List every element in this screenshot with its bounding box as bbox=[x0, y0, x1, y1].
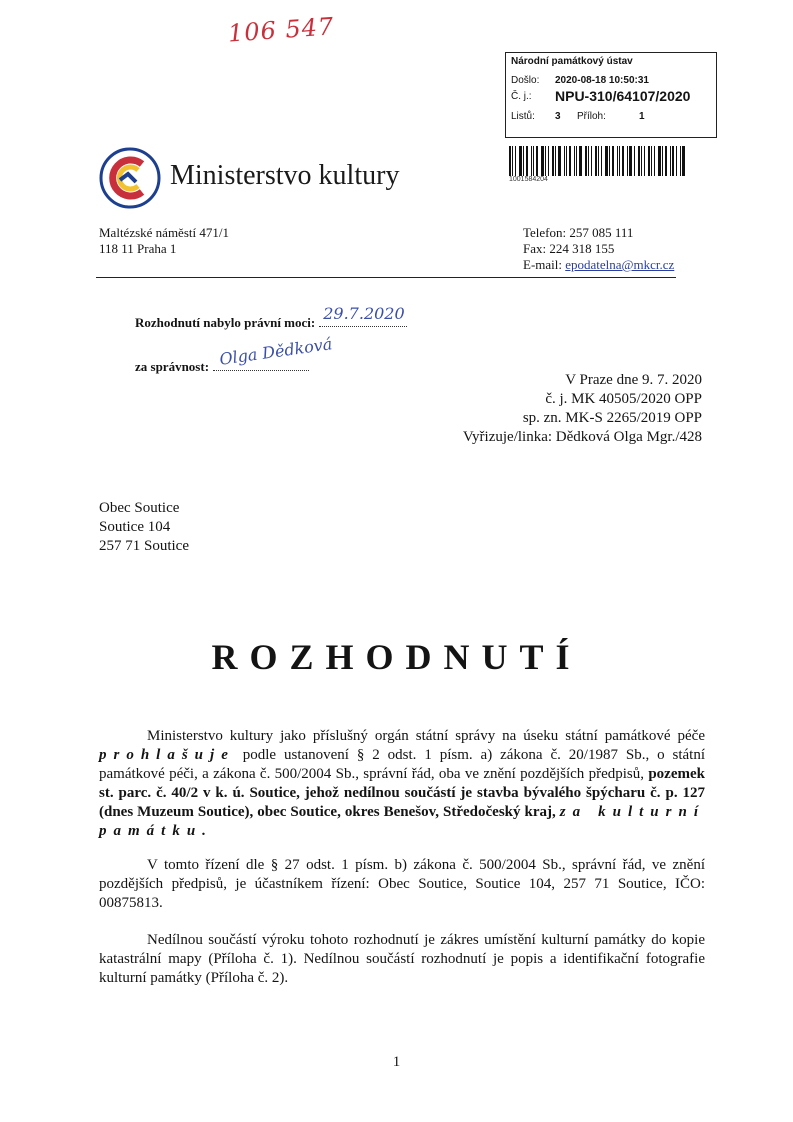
barcode-bar bbox=[627, 146, 628, 176]
barcode-bar bbox=[662, 146, 663, 176]
barcode-bar bbox=[629, 146, 632, 176]
paragraph-attachments: Nedílnou součástí výroku tohoto rozhodnutí je zákres umístění kulturní památky do kopie katastrální mapy (Příloha č. 1). Nedílnou součástí rozhodnutí je popis a identifikační fotografie kulturní památky (Příloha č. 2). bbox=[99, 932, 705, 986]
barcode-bar bbox=[585, 146, 587, 176]
barcode-bar bbox=[601, 146, 602, 176]
para1-legal-basis: podle ustanovení § 2 odst. 1 písm. a) zákona č. 20/1987 Sb., o státní památkové péči, a zákona č. 500/2004 Sb., správní řád, oba ve znění pozdějších předpisů, bbox=[99, 747, 706, 782]
barcode-bar bbox=[648, 146, 650, 176]
barcode-bar bbox=[558, 146, 561, 176]
meta-ref: č. j. MK 40505/2020 OPP bbox=[545, 391, 702, 407]
stamp-attachments-label: Příloh: bbox=[577, 111, 606, 122]
ministry-address bbox=[99, 225, 229, 257]
recipient-address bbox=[99, 499, 189, 556]
barcode-bar bbox=[536, 146, 538, 176]
recipient-street: Soutice 104 bbox=[99, 519, 171, 535]
barcode-bar bbox=[531, 146, 532, 176]
barcode-bar bbox=[523, 146, 524, 176]
barcode-bar bbox=[634, 146, 635, 176]
meta-date: V Praze dne 9. 7. 2020 bbox=[565, 372, 702, 388]
barcode-bar bbox=[617, 146, 618, 176]
barcode-bar bbox=[545, 146, 546, 176]
ministry-logo-icon bbox=[98, 146, 162, 210]
barcode-bar bbox=[574, 146, 575, 176]
barcode-bar bbox=[605, 146, 608, 176]
recipient-city: 257 71 Soutice bbox=[99, 538, 189, 554]
paragraph-decision bbox=[99, 727, 705, 841]
paragraph-participant: V tomto řízení dle § 27 odst. 1 písm. b) zákona č. 500/2004 Sb., správní řád, ve znění pozdějších předpisů, je účastníkem řízení: Obec Soutice, Soutice 104, 257 71 Soutice, IČO: 00875813. bbox=[99, 857, 705, 911]
barcode-bar bbox=[509, 146, 511, 176]
barcode-bar bbox=[644, 146, 645, 176]
barcode-bar bbox=[533, 146, 534, 176]
handwritten-registry-number: 106 547 bbox=[227, 12, 336, 48]
barcode-bar bbox=[555, 146, 556, 176]
barcode-bar bbox=[609, 146, 610, 176]
header-divider bbox=[96, 277, 676, 278]
document-meta bbox=[463, 371, 702, 447]
page-number: 1 bbox=[392, 1054, 401, 1070]
barcode-bar bbox=[588, 146, 589, 176]
stamp-attachments-value: 1 bbox=[639, 111, 645, 122]
barcode-bar bbox=[564, 146, 565, 176]
para1-subject: pozemek st. parc. č. 40/2 v k. ú. Soutice, jehož nedílnou součástí je stavba bývalého špýcharu č. p. 127 (dnes Muzeum Soutice), obec Soutice, okres Benešov, Středočeský kraj, bbox=[99, 766, 705, 820]
handwritten-signature: Olga Dědková bbox=[218, 334, 334, 369]
barcode-number: 1001584204 bbox=[509, 176, 548, 183]
stamp-received-value: 2020-08-18 10:50:31 bbox=[555, 75, 649, 86]
contact-email-row bbox=[523, 257, 674, 273]
contact-phone: Telefon: 257 085 111 bbox=[523, 225, 634, 240]
signature-line bbox=[213, 334, 334, 371]
stamp-ref-value: NPU-310/64107/2020 bbox=[555, 88, 691, 104]
stamp-received-row bbox=[511, 75, 649, 86]
stamp-sheets-label: Listů: bbox=[511, 111, 535, 122]
barcode-bar bbox=[569, 146, 571, 176]
barcode-bar bbox=[591, 146, 592, 176]
barcode bbox=[509, 146, 715, 176]
legal-effect-date-line bbox=[319, 304, 407, 327]
registry-stamp bbox=[505, 52, 717, 138]
barcode-bar bbox=[595, 146, 597, 176]
ministry-name: Ministerstvo kultury bbox=[170, 160, 400, 191]
barcode-bar bbox=[579, 146, 582, 176]
legal-effect-label: Rozhodnutí nabylo právní moci: bbox=[135, 315, 316, 330]
address-street: Maltézské náměstí 471/1 bbox=[99, 225, 229, 240]
para1-declares: prohlašuje bbox=[99, 747, 235, 763]
barcode-bar bbox=[519, 146, 522, 176]
barcode-bar bbox=[654, 146, 655, 176]
barcode-bar bbox=[612, 146, 614, 176]
barcode-bar bbox=[641, 146, 642, 176]
document-title: ROZHODNUTÍ bbox=[211, 637, 582, 677]
barcode-bar bbox=[515, 146, 516, 176]
stamp-ref-label: Č. j.: bbox=[511, 91, 532, 102]
para1-conclusion: za kulturní památku. bbox=[99, 804, 705, 839]
stamp-ref-row bbox=[511, 88, 691, 104]
contact-fax: Fax: 224 318 155 bbox=[523, 241, 615, 256]
stamp-sheets-row bbox=[511, 111, 645, 122]
barcode-bar bbox=[651, 146, 652, 176]
stamp-sheets-value: 3 bbox=[555, 111, 561, 122]
barcode-bar bbox=[665, 146, 667, 176]
legal-effect-date: 29.7.2020 bbox=[323, 304, 405, 323]
barcode-bar bbox=[682, 146, 685, 176]
barcode-bar bbox=[638, 146, 640, 176]
correctness-row bbox=[135, 334, 334, 376]
barcode-bar bbox=[526, 146, 528, 176]
barcode-bar bbox=[541, 146, 544, 176]
contact-email-link[interactable]: epodatelna@mkcr.cz bbox=[565, 257, 675, 272]
barcode-bar bbox=[658, 146, 661, 176]
legal-effect-row bbox=[135, 304, 407, 332]
meta-file: sp. zn. MK-S 2265/2019 OPP bbox=[522, 410, 702, 426]
barcode-bar bbox=[619, 146, 620, 176]
para1-intro: Ministerstvo kultury jako příslušný orgán státní správy na úseku státní památkové péče bbox=[147, 728, 705, 744]
barcode-bar bbox=[670, 146, 671, 176]
barcode-bar bbox=[548, 146, 549, 176]
barcode-bar bbox=[680, 146, 681, 176]
barcode-bar bbox=[672, 146, 674, 176]
correctness-label: za správnost: bbox=[135, 359, 210, 374]
barcode-bar bbox=[512, 146, 513, 176]
recipient-name: Obec Soutice bbox=[99, 500, 180, 516]
barcode-bar bbox=[598, 146, 599, 176]
barcode-bar bbox=[566, 146, 567, 176]
stamp-received-label: Došlo: bbox=[511, 75, 540, 86]
barcode-bar bbox=[676, 146, 677, 176]
barcode-bar bbox=[552, 146, 554, 176]
stamp-institution: Národní památkový ústav bbox=[511, 56, 633, 67]
ministry-contacts bbox=[523, 225, 674, 273]
barcode-bar bbox=[622, 146, 624, 176]
address-city: 118 11 Praha 1 bbox=[99, 241, 177, 256]
contact-email-label: E-mail: bbox=[523, 257, 562, 272]
barcode-bar bbox=[576, 146, 577, 176]
meta-handler: Vyřizuje/linka: Dědková Olga Mgr./428 bbox=[462, 429, 702, 445]
